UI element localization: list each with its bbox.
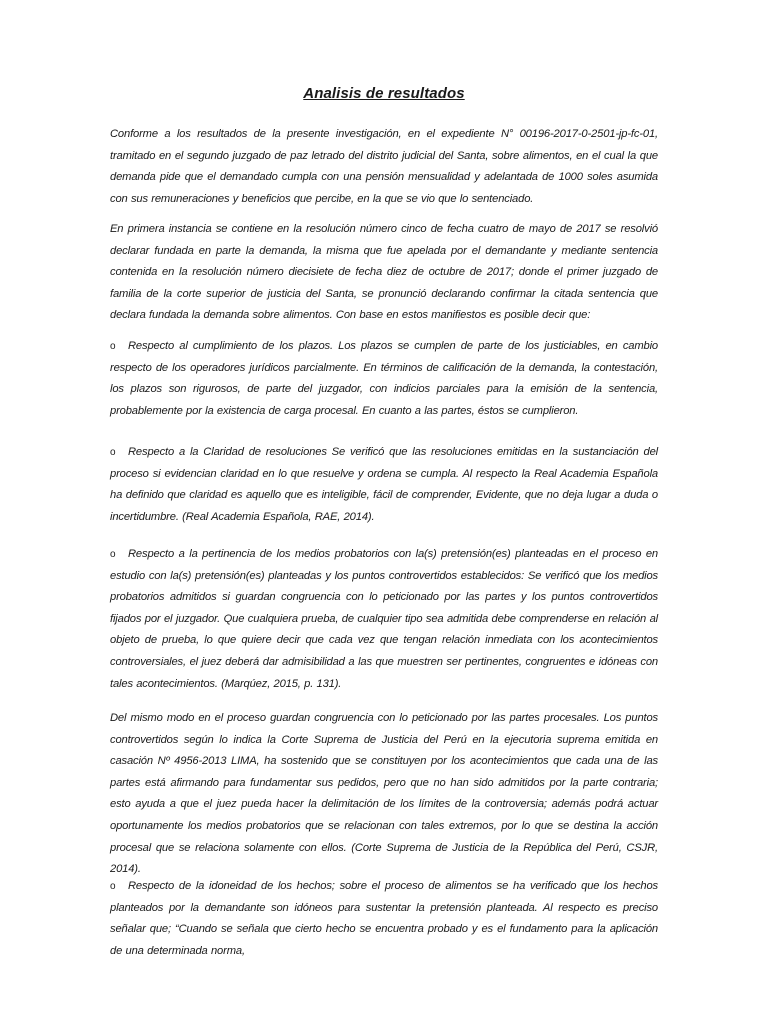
bullet-paragraph-plazos <box>110 336 658 422</box>
bullet-marker: o <box>110 881 116 892</box>
paragraph-text: Conforme a los resultados de la presente investigación, en el expediente N° 00196-2017-0-2501-jp-fc-01, tramitado en el segundo juzgado de paz letrado del distrito judicial del Santa, sobre alimentos, en el cual la que demanda pide que el demandado cumpla con una pensión mensualidad y adelantada de 1000 soles asumida con sus remuneraciones y beneficios que percibe, en la que se vio que lo sentenciado. <box>110 128 658 205</box>
paragraph-1 <box>110 124 658 210</box>
paragraph-2 <box>110 219 658 327</box>
bullet-paragraph-claridad <box>110 442 658 528</box>
paragraph-6 <box>110 708 658 881</box>
bullet-paragraph-pertinencia <box>110 544 658 695</box>
paragraph-text: Del mismo modo en el proceso guardan congruencia con lo peticionado por las partes procesales. Los puntos controvertidos según lo indica la Corte Suprema de Justicia del Perú en la ejecutoria suprema emitida en casación Nº 4956-2013 LIMA, ha sostenido que se constituyen por los acontecimientos que cada una de las partes está afirmando para fundamentar sus pedidos, pero que no han sido admitidos por la parte contraria; esto ayuda a que el juez pueda hacer la delimitación de los límites de la controversia; además podrá actuar oportunamente los medios probatorios que se relacionan con tales extremos, por lo que se destina la acción procesal que se relaciona solamente con ellos. (Corte Suprema de Justicia de la República del Perú, CSJR, 2014). <box>110 712 658 876</box>
paragraph-text: Respecto a la Claridad de resoluciones Se verificó que las resoluciones emitidas en la sustanciación del proceso si evidencian claridad en lo que resuelve y ordena se cumpla. Al respecto la Real Academia Española ha definido que claridad es aquello que es inteligible, fácil de comprender, Evidente, que no deja lugar a duda o incertidumbre. (Real Academia Española, RAE, 2014). <box>110 446 658 523</box>
paragraph-text: Respecto al cumplimiento de los plazos. Los plazos se cumplen de parte de los justiciables, en cambio respecto de los operadores jurídicos parcialmente. En términos de calificación de la demanda, la contestación, los plazos son rigurosos, de parte del juzgador, con indicios parciales para la emisión de la sentencia, probablemente por la existencia de carga procesal. En cuanto a las partes, éstos se cumplieron. <box>110 340 658 417</box>
document-title: Analisis de resultados <box>303 85 465 102</box>
paragraph-text: En primera instancia se contiene en la resolución número cinco de fecha cuatro de mayo de 2017 se resolvió declarar fundada en parte la demanda, la misma que fue apelada por el demandante y mediante sentencia contenida en la resolución número diecisiete de fecha diez de octubre de 2017; donde el primer juzgado de familia de la corte superior de justicia del Santa, se pronunció declarando confirmar la citada sentencia que declara fundada la demanda sobre alimentos. Con base en estos manifiestos es posible decir que: <box>110 223 658 322</box>
bullet-paragraph-idoneidad <box>110 876 658 962</box>
paragraph-text: Respecto de la idoneidad de los hechos; sobre el proceso de alimentos se ha verificado que los hechos planteados por la demandante son idóneos para sustentar la pretensión planteada. Al respecto es preciso señalar que; “Cuando se señala que cierto hecho se encuentra probado y es el fundamento para la aplicación de una determinada norma, <box>110 880 658 957</box>
bullet-marker: o <box>110 341 116 352</box>
bullet-marker: o <box>110 549 116 560</box>
bullet-marker: o <box>110 447 116 458</box>
paragraph-text: Respecto a la pertinencia de los medios probatorios con la(s) pretensión(es) planteadas en el proceso en estudio con la(s) pretensión(es) planteadas y los puntos controvertidos establecidos: Se verificó que los medios probatorios admitidos si guardan congruencia con lo peticionado por las partes y los puntos controvertidos fijados por el juzgador. Que cualquiera prueba, de cualquier tipo sea admitida debe comprenderse en relación al objeto de prueba, lo que quiere decir que cada vez que tengan relación inmediata con los acontecimientos controversiales, el juez deberá dar admisibilidad a las que muestren ser pertinentes, congruentes e idóneas con tales acontecimientos. (Marqúez, 2015, p. 131). <box>110 548 658 690</box>
